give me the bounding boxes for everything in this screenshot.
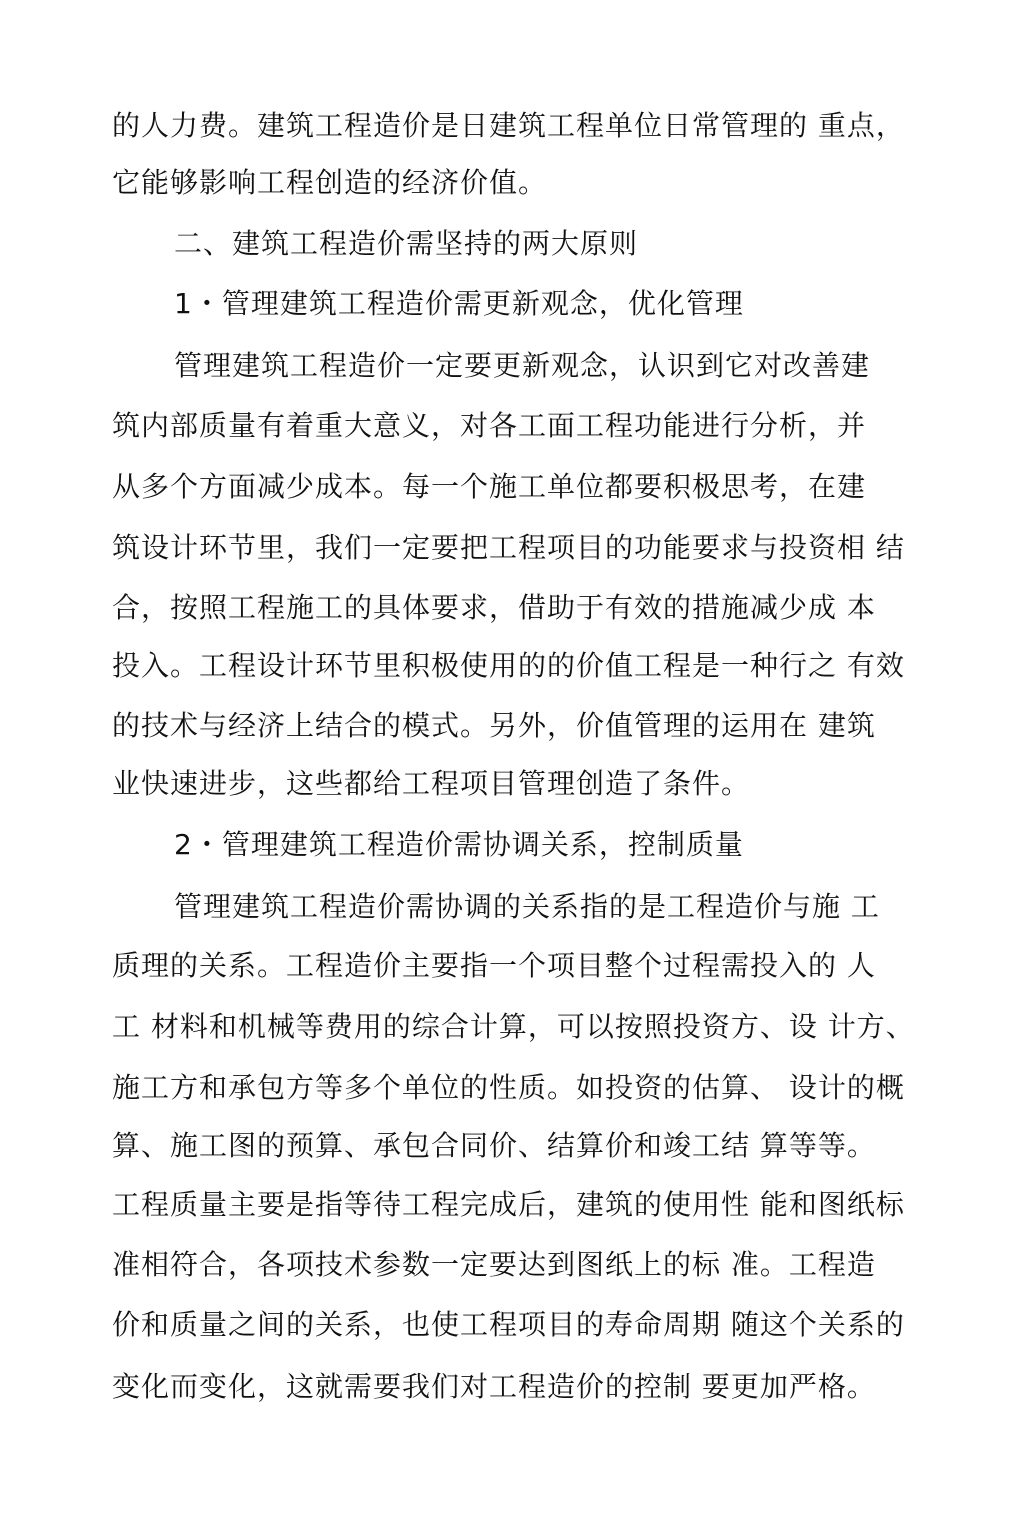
text-line-22: 变化而变化，这就需要我们对工程造价的控制 要更加严格。	[112, 1370, 876, 1403]
section-heading-2: 二、建筑工程造价需坚持的两大原则	[174, 227, 639, 260]
text-line-10: 投入。工程设计环节里积极使用的的价值工程是一种行之 有效	[112, 649, 905, 682]
text-line-9: 合，按照工程施工的具体要求，借助于有效的措施减少成 本	[112, 591, 876, 624]
text-line-20: 准相符合，各项技术参数一定要达到图纸上的标 准。工程造	[112, 1248, 876, 1281]
text-line-6: 筑内部质量有着重大意义，对各工面工程功能进行分析，并	[112, 409, 867, 442]
text-line-2: 它能够影响工程创造的经济价值。	[112, 166, 548, 199]
text-line-11: 的技术与经济上结合的模式。另外，价值管理的运用在 建筑	[112, 709, 876, 742]
text-line-1: 的人力费。建筑工程造价是日建筑工程单位日常管理的 重点，	[112, 109, 905, 142]
text-line-17: 施工方和承包方等多个单位的性质。如投资的估算、 设计的概	[112, 1071, 905, 1104]
subheading-1: 1・管理建筑工程造价需更新观念，优化管理	[174, 287, 744, 320]
text-line-8: 筑设计环节里，我们一定要把工程项目的功能要求与投资相 结	[112, 531, 905, 564]
text-line-14: 管理建筑工程造价需协调的关系指的是工程造价与施 工	[174, 890, 880, 923]
text-line-16: 工 材料和机械等费用的综合计算，可以按照投资方、设 计方、	[112, 1010, 915, 1043]
text-line-18: 算、施工图的预算、承包合同价、结算价和竣工结 算等等。	[112, 1129, 876, 1162]
text-line-21: 价和质量之间的关系，也使工程项目的寿命周期 随这个关系的	[112, 1308, 905, 1341]
text-line-7: 从多个方面减少成本。每一个施工单位都要积极思考，在建	[112, 470, 867, 503]
text-line-15: 质理的关系。工程造价主要指一个项目整个过程需投入的 人	[112, 949, 876, 982]
text-line-19: 工程质量主要是指等待工程完成后，建筑的使用性 能和图纸标	[112, 1188, 905, 1221]
text-line-12: 业快速进步，这些都给工程项目管理创造了条件。	[112, 767, 751, 800]
text-line-5: 管理建筑工程造价一定要更新观念，认识到它对改善建	[174, 349, 871, 382]
subheading-2: 2・管理建筑工程造价需协调关系，控制质量	[174, 828, 744, 861]
